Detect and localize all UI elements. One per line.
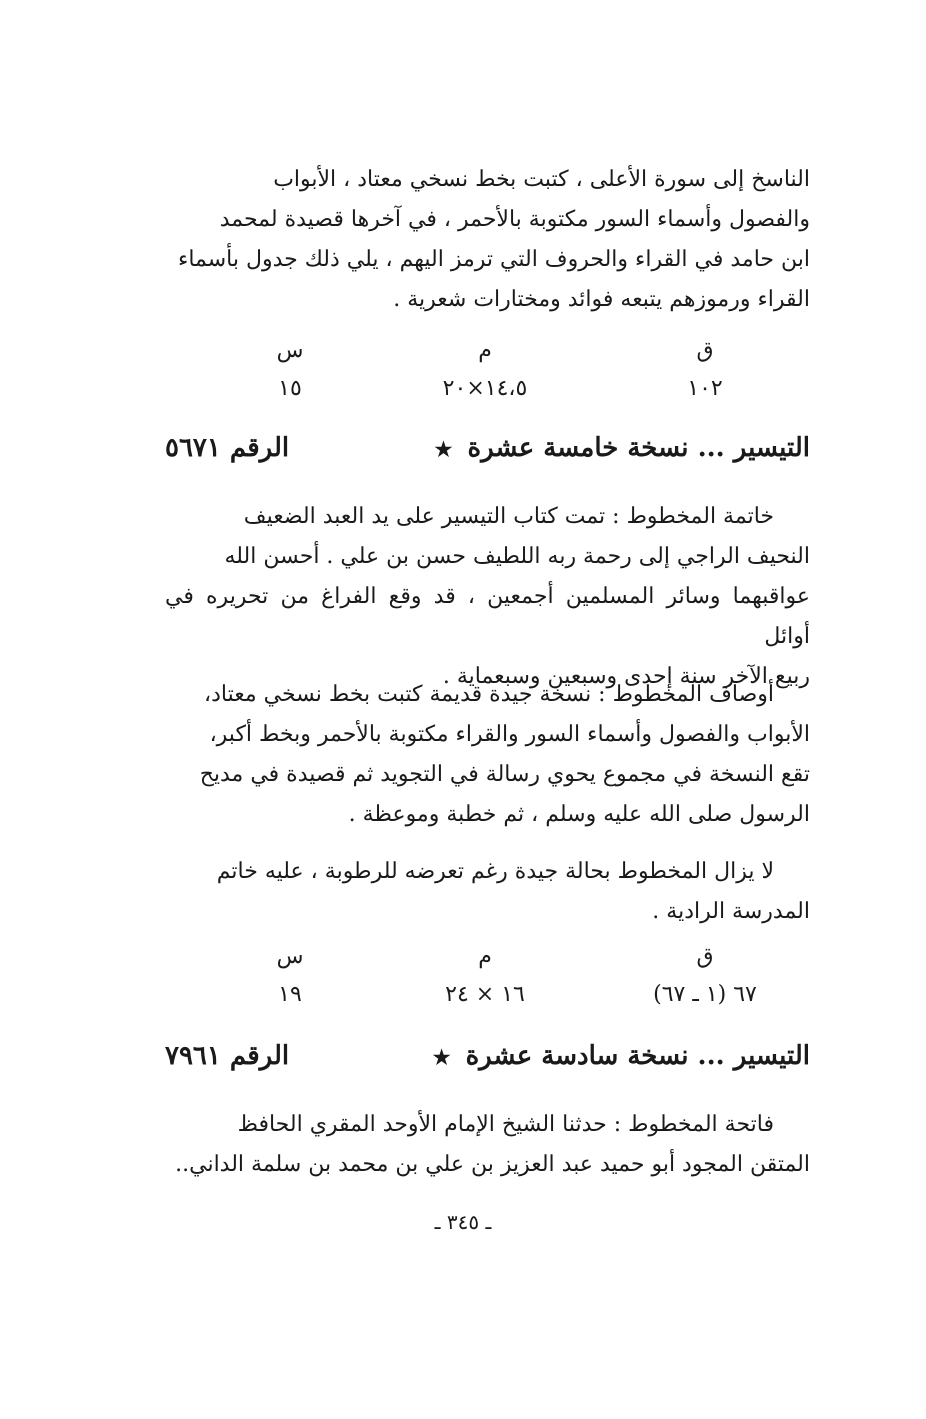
label-lines: س [276,944,304,969]
text-line: القراء ورموزهم يتبعه فوائد ومختارات شعرية . [393,287,810,312]
value-leaves: ١٠٢ [687,376,723,401]
star-icon: ★ [434,437,453,461]
text-line: المدرسة الرادية . [652,899,810,924]
heading-number: الرقم ٥٦٧١ [165,433,290,463]
paragraph-condition [165,852,810,932]
measurements-values-row [165,370,810,408]
text-line: والفصول وأسماء السور مكتوبة بالأحمر ، في آخرها قصيدة لمحمد [219,207,810,232]
value-lines: ١٩ [278,982,302,1007]
label-lines: س [276,338,304,363]
heading-number: الرقم ٧٩٦١ [165,1041,290,1071]
section-heading-2 [165,1036,810,1077]
text-line: الناسخ إلى سورة الأعلى ، كتبت بخط نسخي معتاد ، الأبواب [273,167,810,192]
text-line: لا يزال المخطوط بحالة جيدة رغم تعرضه للرطوبة ، عليه خاتم [216,859,774,884]
value-size: ١٦ × ٢٤ [445,982,525,1007]
text-line: عواقبهما وسائر المسلمين أجمعين ، قد وقع الفراغ من تحريره في أوائل [165,584,810,649]
paragraph-text [165,497,810,697]
heading-title [427,1036,810,1077]
text-line: الرسول صلى الله عليه وسلم ، ثم خطبة وموعظة . [348,802,810,827]
page-number: ـ ٣٤٥ ـ [434,1210,492,1234]
value-leaves: ٦٧ (١ ـ ٦٧) [653,982,757,1007]
measurements-table-1 [165,332,810,408]
section-heading-1 [165,428,810,469]
text-line: ربيع الآخر سنة إحدى وسبعين وسبعماية . [442,664,810,689]
paragraph-manuscript-description [165,160,810,320]
text-line: فاتحة المخطوط : حدثنا الشيخ الإمام الأوحد المقري الحافظ [237,1112,774,1137]
heading-title [429,428,810,469]
label-size: م [478,338,492,363]
text-line: المتقن المجود أبو حميد عبد العزيز بن علي بن محمد بن سلمة الداني.. [175,1152,810,1177]
label-size: م [478,944,492,969]
text-line: خاتمة المخطوط : تمت كتاب التيسير على يد العبد الضعيف [243,504,774,529]
text-line: تقع النسخة في مجموع يحوي رسالة في التجويد ثم قصيدة في مديح [199,762,810,787]
label-leaves: ق [696,338,714,363]
measurements-table-2 [165,938,810,1014]
text-line: النحيف الراجي إلى رحمة ربه اللطيف حسن بن علي . أحسن الله [224,544,810,569]
text-line: أوصاف المخطوط : نسخة جيدة قديمة كتبت بخط نسخي معتاد، [203,682,774,707]
measurements-labels-row [165,332,810,370]
paragraph-incipit [165,1105,810,1185]
text-line: ابن حامد في القراء والحروف التي ترمز اليهم ، يلي ذلك جدول بأسماء [177,247,810,272]
measurements-labels-row [165,938,810,976]
paragraph-colophon [165,497,810,697]
value-size: ١٤،٥×٢٠ [442,376,528,401]
measurements-values-row [165,976,810,1014]
text-line: الأبواب والفصول وأسماء السور والقراء مكتوبة بالأحمر وبخط أكبر، [209,722,810,747]
star-icon: ★ [432,1045,451,1069]
paragraph-text [165,852,810,932]
label-leaves: ق [696,944,714,969]
paragraph-description [165,675,810,835]
paragraph-text [165,160,810,320]
heading-title-text: التيسير ... نسخة سادسة عشرة [465,1041,810,1071]
value-lines: ١٥ [278,376,302,401]
heading-title-text: التيسير ... نسخة خامسة عشرة [467,433,810,463]
paragraph-text [165,1105,810,1185]
paragraph-text [165,675,810,835]
